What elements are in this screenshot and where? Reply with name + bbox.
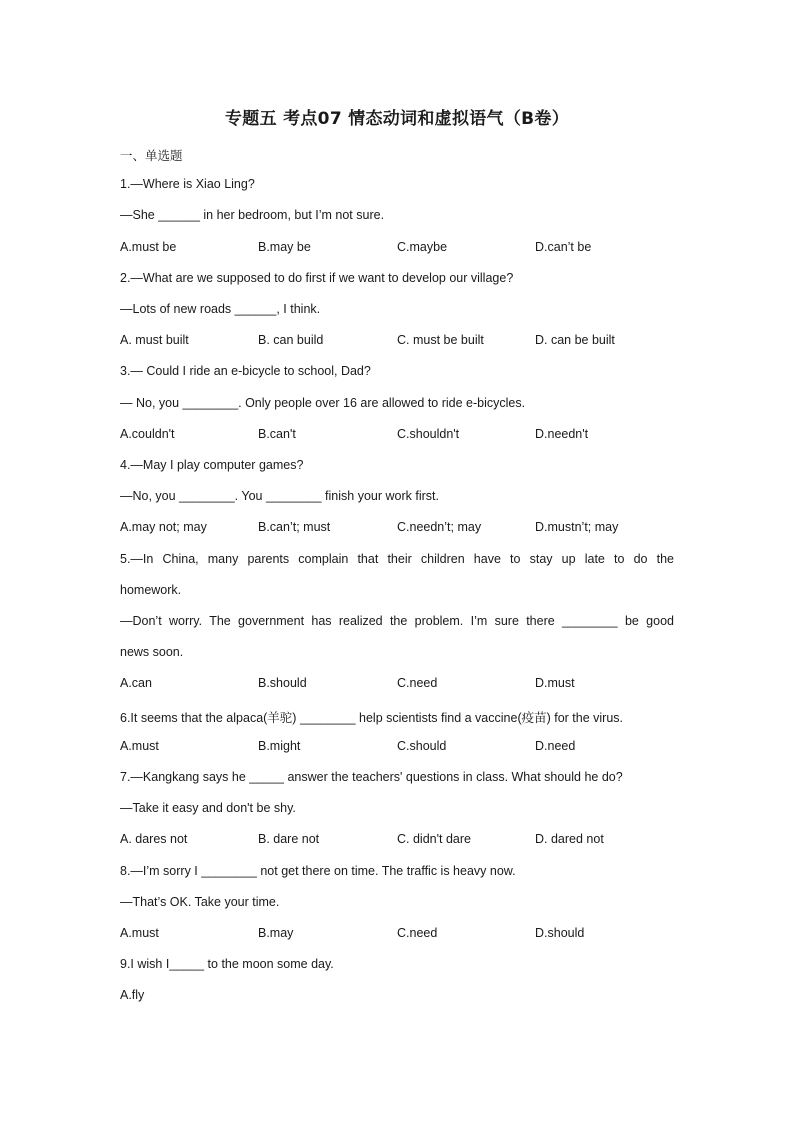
question-8-line-1: 8.—I’m sorry I ________ not get there on time. The traffic is heavy now.	[120, 864, 516, 878]
question-7-option-a: A. dares not	[120, 832, 188, 846]
question-8-option-b: B.may	[258, 926, 294, 940]
question-5-option-c: C.need	[397, 676, 438, 690]
question-7-option-b: B. dare not	[258, 832, 320, 846]
question-4-line-1: 4.—May I play computer games?	[120, 458, 304, 472]
question-3-line-2: — No, you ________. Only people over 16 are allowed to ride e-bicycles.	[120, 396, 526, 410]
question-9-line-1: 9.I wish I_____ to the moon some day.	[120, 957, 334, 971]
question-6-option-c: C.should	[397, 739, 447, 753]
question-5-line-3: —Don’t worry. The government has realized the problem. I’m sure there ________ be good	[120, 614, 674, 628]
question-2-line-2: —Lots of new roads ______, I think.	[120, 302, 321, 316]
question-3-option-c: C.shouldn't	[397, 427, 460, 441]
question-4-option-c: C.needn’t; may	[397, 520, 482, 534]
question-6-option-b: B.might	[258, 739, 301, 753]
question-7-option-d: D. dared not	[535, 832, 604, 846]
question-6-line-1: 6.It seems that the alpaca(羊驼) ________ help scientists find a vaccine(疫苗) for the virus.	[120, 711, 624, 725]
question-7-line-1: 7.—Kangkang says he _____ answer the teachers' questions in class. What should he do?	[120, 770, 623, 784]
question-4-option-a: A.may not; may	[120, 520, 207, 534]
question-5-option-a: A.can	[120, 676, 152, 690]
question-5-option-b: B.should	[258, 676, 307, 690]
question-1-option-a: A.must be	[120, 240, 177, 254]
question-1-line-1: 1.—Where is Xiao Ling?	[120, 177, 255, 191]
question-5-option-d: D.must	[535, 676, 575, 690]
section-heading: 一、单选题	[120, 149, 183, 163]
question-2-line-1: 2.—What are we supposed to do first if we want to develop our village?	[120, 271, 514, 285]
question-2-option-b: B. can build	[258, 333, 324, 347]
question-1-option-c: C.maybe	[397, 240, 448, 254]
question-8-line-2: —That’s OK. Take your time.	[120, 895, 280, 909]
question-7-line-2: —Take it easy and don't be shy.	[120, 801, 296, 815]
question-6-option-a: A.must	[120, 739, 159, 753]
question-3-line-1: 3.— Could I ride an e-bicycle to school, Dad?	[120, 364, 371, 378]
question-3-option-b: B.can't	[258, 427, 296, 441]
question-6-option-d: D.need	[535, 739, 576, 753]
question-5-line-2: homework.	[120, 583, 182, 597]
question-3-option-d: D.needn't	[535, 427, 589, 441]
question-7-option-c: C. didn't dare	[397, 832, 471, 846]
question-8-option-c: C.need	[397, 926, 438, 940]
question-8-option-a: A.must	[120, 926, 159, 940]
question-1-option-d: D.can’t be	[535, 240, 592, 254]
question-1-line-2: —She ______ in her bedroom, but I’m not sure.	[120, 208, 385, 222]
question-9-option-a: A.fly	[120, 988, 145, 1002]
page-title: 专题五 考点07 情态动词和虚拟语气（B卷）	[224, 109, 570, 129]
question-8-option-d: D.should	[535, 926, 585, 940]
question-2-option-c: C. must be built	[397, 333, 484, 347]
question-2-option-d: D. can be built	[535, 333, 615, 347]
question-4-option-d: D.mustn’t; may	[535, 520, 619, 534]
question-5-line-4: news soon.	[120, 645, 184, 659]
question-5-line-1: 5.—In China, many parents complain that their children have to stay up late to do the	[120, 552, 674, 566]
question-3-option-a: A.couldn't	[120, 427, 175, 441]
question-2-option-a: A. must built	[120, 333, 189, 347]
question-4-line-2: —No, you ________. You ________ finish your work first.	[120, 489, 439, 503]
question-1-option-b: B.may be	[258, 240, 311, 254]
question-4-option-b: B.can’t; must	[258, 520, 331, 534]
